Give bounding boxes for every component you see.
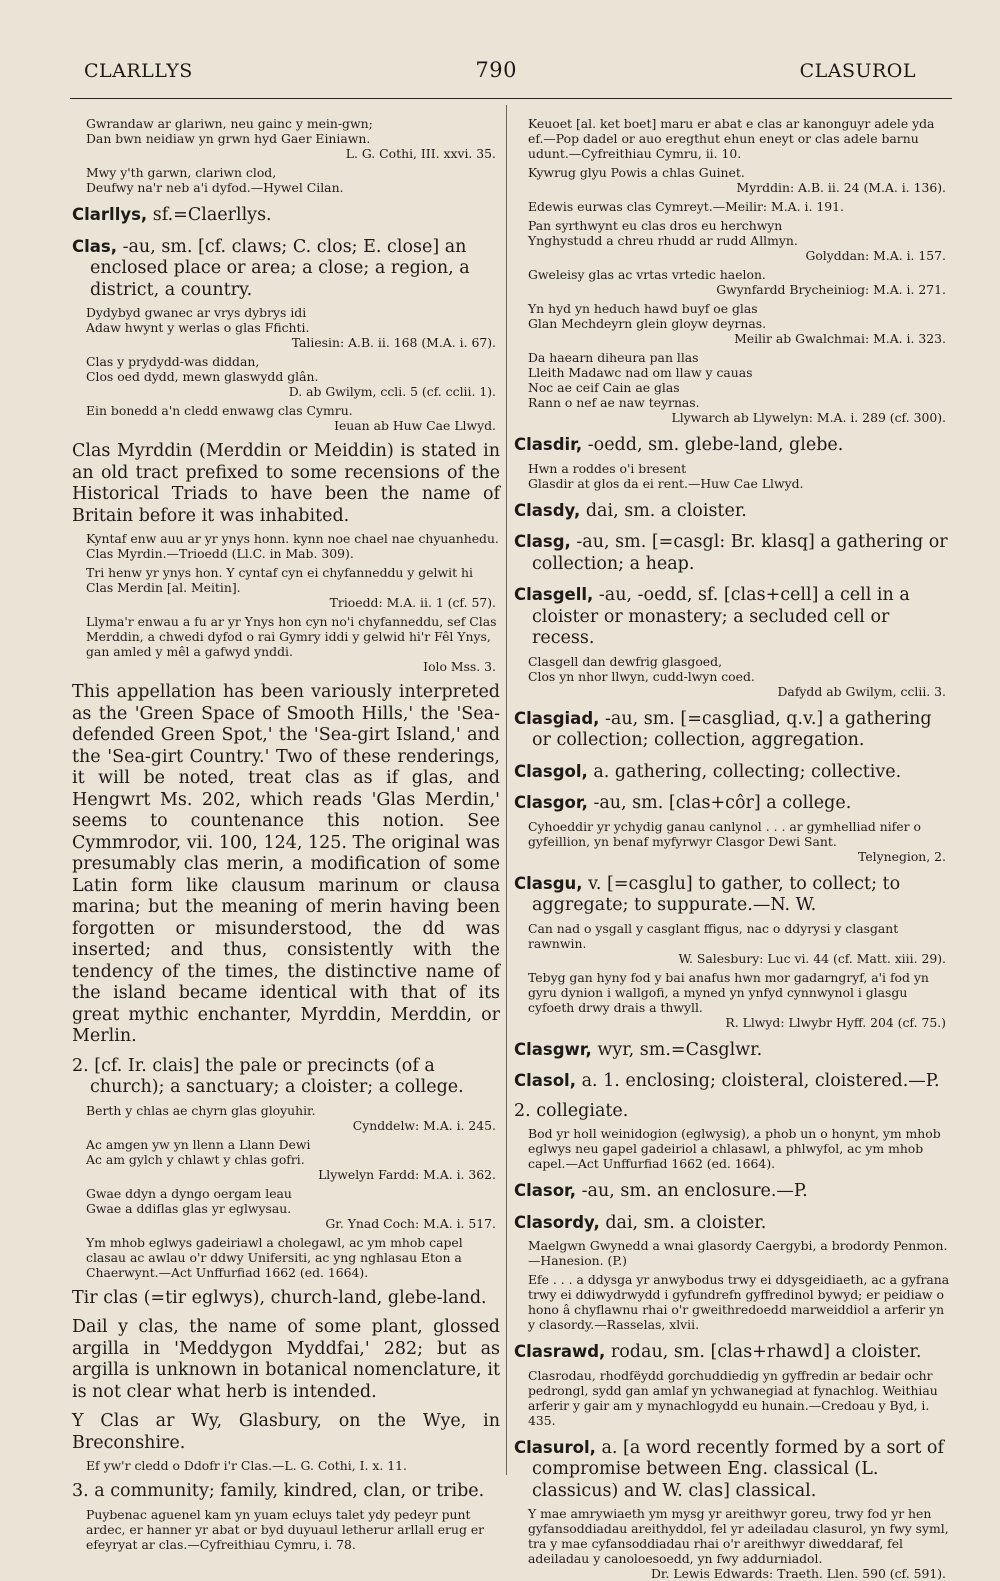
running-head	[84, 58, 916, 82]
dictionary-entry	[514, 1180, 950, 1203]
entry-definition: -au, sm. [=casgl: Br. klasq] a gathering or collection; a heap.	[532, 532, 948, 574]
citation-line: Glasdir at glos da ei rent.—Huw Cae Llwyd.	[528, 475, 804, 491]
dictionary-entry	[514, 708, 950, 752]
citation-source: D. ab Gwilym, ccli. 5 (cf. cclii. 1).	[288, 384, 496, 399]
dictionary-entry	[514, 531, 950, 575]
citation-line: Clos yn nhor llwyn, cudd-lwyn coed.	[528, 668, 755, 684]
numbered-sense: 2. [cf. Ir. clais] the pale or precincts (of a church); a sanctuary; a cloister; a college.	[72, 1055, 464, 1097]
citation-line: Lleith Madawc nad om llaw y cauas	[528, 365, 753, 380]
quotation-source: Dr. Lewis Edwards: Traeth. Llen. 590 (cf. 591).	[650, 1566, 946, 1581]
citation-block	[528, 461, 950, 491]
quotation-block	[86, 1507, 500, 1552]
prose-paragraph: Clas Myrddin (Merddin or Meiddin) is stated in an old tract prefixed to some recensions of the Historical Triads to have been the name of Britain before it was inhabited.	[72, 441, 500, 526]
citation-line: Yn hyd yn heduch hawd buyf oe glas	[528, 301, 758, 316]
quotation-block	[528, 116, 950, 161]
citation-source: Gr. Ynad Coch: M.A. i. 517.	[325, 1215, 496, 1231]
citation-line: Glan Mechdeyrn glein gloyw deyrnas.	[528, 316, 767, 331]
quotation-text: Clasrodau, rhodfëydd gorchuddiedig yn gyffredin ar bedair ochr pedrongl, sydd gan amlaf yn ychwanegiad at fynachlog. Weithiau arferir y gair am y mynachlogydd eu hunain.—Credoau y Byd, i. 435.	[528, 1367, 938, 1428]
quotation-text: Can nad o ysgall y casglant ffigus, nac o ddyrysi y clasgant rawnwin.	[528, 920, 899, 951]
quotation-block	[86, 531, 500, 561]
quotation-text: Puybenac aguenel kam yn yuam ecluys talet ydy pedeyr punt ardec, er hanner yr abat or byd duyuaul letherur arllall erug er efeyryat ar clas.—Cyfreithiau Cymru, i. 78.	[86, 1506, 485, 1552]
citation-block	[528, 350, 950, 425]
dictionary-entry	[514, 873, 950, 917]
headword: Clasol,	[514, 1071, 576, 1090]
citation-line: Adaw hwynt y werlas o glas Ffichti.	[86, 320, 310, 335]
citation-line: Dydybyd gwanec ar vrys dybrys idi	[86, 305, 307, 320]
headword: Clasgu,	[514, 873, 583, 893]
numbered-sense: 2. collegiate.	[514, 1100, 629, 1121]
citation-source: Llywelyn Fardd: M.A. i. 362.	[318, 1166, 496, 1182]
dictionary-entry	[72, 236, 500, 302]
quotation-source: Telynegion, 2.	[858, 848, 946, 864]
quotation-text: Tri henw yr ynys hon. Y cyntaf cyn ei chyfanneddu y gelwit hi Clas Merdin [al. Meitin].	[86, 565, 473, 595]
citation-line: Clos oed dydd, mewn glaswydd glân.	[86, 369, 319, 384]
headword: Clasgell,	[514, 585, 594, 604]
citation-line: Gwae a ddiflas glas yr eglwysau.	[86, 1200, 292, 1216]
citation-line: Gwae ddyn a dyngo oergam leau	[86, 1185, 292, 1201]
quotation-block	[528, 1272, 950, 1332]
prose-paragraph: This appellation has been variously interpreted as the 'Green Space of Smooth Hills,' the 'Sea-defended Green Spot,' the 'Sea-girt Island,' and the 'Sea-girt Country.' Two of these renderings, it will be noted, treat clas as if glas, and Hengwrt Ms. 202, which reads 'Glas Merdin,' seems to countenance this notion. See Cymmrodor, vii. 100, 124, 125. The original was presumably clas merin, a modification of some Latin form like clausum marinum or clausa marina; but the meaning of merin having been forgotten or misunderstood, the dd was inserted; and thus, consistently with the tendency of the times, the distinctive name of the island became identical with that of its great mythic enchanter, Myrddin, Merddin, or Merlin.	[72, 682, 500, 1046]
headword: Clasgor,	[514, 793, 588, 812]
citation-line: Ac am gylch y chlawt y chlas gofri.	[86, 1151, 305, 1167]
quotation-block	[528, 1368, 950, 1428]
quotation-text: Maelgwn Gwynedd a wnai glasordy Caergybi, a brodordy Penmon.—Hanesion. (P.)	[528, 1238, 948, 1268]
dictionary-entry	[514, 1341, 950, 1364]
citation-block	[86, 165, 500, 195]
quotation-block	[528, 1238, 950, 1268]
quotation-source: R. Llwyd: Llwybr Hyff. 204 (cf. 75.)	[725, 1014, 946, 1030]
citation-block	[86, 354, 500, 399]
citation-block	[528, 165, 950, 195]
header-rule	[70, 98, 952, 99]
quotation-text: Tebyg gan hyny fod y bai anafus hwn mor gadarngryf, a'i fod yn gyru dynion i wallgofi, a myned yn ynfyd cynnwynol i glasgu cyfoeth drwy drais a thwyll.	[528, 969, 929, 1015]
quotation-text: Kyntaf enw auu ar yr ynys honn. kynn noe chael nae chyuanhedu. Clas Myrdin.—Trioedd (Ll.C. in Mab. 309).	[86, 531, 499, 561]
entry-definition: a. [a word recently formed by a sort of compromise between Eng. classical (L. classicus) and W. clas] classical.	[532, 1437, 944, 1501]
prose-paragraph: Dail y clas, the name of some plant, glossed argilla in 'Meddygon Myddfai,' 282; but as argilla is unknown in botanical nomenclature, it is not clear what herb is intended.	[72, 1317, 500, 1402]
citation-line: Gweleisy glas ac vrtas vrtedic haelon.	[528, 267, 766, 282]
citation-source: Golyddan: M.A. i. 157.	[805, 248, 946, 263]
citation-source: Dafydd ab Gwilym, cclii. 3.	[777, 683, 946, 699]
numbered-sense: 3. a community; family, kindred, clan, or tribe.	[72, 1481, 485, 1501]
page-number: 790	[475, 58, 517, 82]
citation-line: Edewis eurwas clas Cymreyt.—Meilir: M.A. i. 191.	[528, 199, 844, 214]
dictionary-entry	[514, 1070, 950, 1093]
dictionary-entry	[514, 584, 950, 650]
citation-block	[528, 218, 950, 263]
entry-definition: wyr, sm.=Casglwr.	[597, 1039, 763, 1060]
quotation-text: Llyma'r enwau a fu ar yr Ynys hon cyn no'i chyfanneddu, sef Clas Merddin, a chwedi dyfod o rai Gymry iddi y gelwid hi'r Fêl Ynys, gan amled y mêl a gafwyd ynddi.	[86, 614, 497, 659]
entry-definition: a. gathering, collecting; collective.	[593, 761, 902, 782]
quotation-block	[86, 565, 500, 610]
quotation-block	[528, 1126, 950, 1171]
headword: Clasrawd,	[514, 1342, 606, 1361]
quotation-block	[86, 1235, 500, 1280]
citation-line: Ef yw'r cledd o Ddofr i'r Clas.—L. G. Cothi, I. x. 11.	[86, 1458, 407, 1473]
quotation-source: Trioedd: M.A. ii. 1 (cf. 57).	[329, 595, 496, 610]
entry-definition: a. 1. enclosing; cloisteral, cloistered.—P.	[581, 1071, 940, 1091]
prose-paragraph: Tir clas (=tir eglwys), church-land, glebe-land.	[72, 1287, 487, 1308]
headword: Clasordy,	[514, 1212, 600, 1232]
entry-definition: sf.=Claerllys.	[152, 205, 272, 225]
quotation-source: W. Salesbury: Luc vi. 44 (cf. Matt. xiii. 29).	[678, 950, 946, 966]
quotation-block	[528, 819, 950, 864]
citation-line: Dan bwn neidiaw yn grwn hyd Gaer Einiawn.	[86, 131, 371, 146]
dictionary-entry	[514, 434, 950, 457]
quotation-block	[528, 970, 950, 1030]
citation-line: Deufwy na'r neb a'i dyfod.—Hywel Cilan.	[86, 180, 344, 195]
citation-source: Cynddelw: M.A. i. 245.	[352, 1117, 496, 1133]
entry-definition: -au, sm. [=casgliad, q.v.] a gathering or collection; collection, aggregation.	[532, 708, 932, 750]
citation-block	[86, 305, 500, 350]
citation-block	[86, 116, 500, 161]
headword: Clasurol,	[514, 1437, 596, 1457]
dictionary-entry	[72, 204, 500, 227]
citation-line: Ynghystudd a chreu rhudd ar rudd Allmyn.	[528, 233, 798, 248]
column-divider	[506, 105, 507, 1475]
citation-block	[86, 1103, 500, 1133]
citation-line: Pan syrthwynt eu clas dros eu herchwyn	[528, 218, 783, 233]
quotation-text: Cyhoeddir yr ychydig ganau canlynol . . . ar gymhelliad nifer o gyfeillion, yn benaf myfyrwyr Clasgor Dewi Sant.	[528, 818, 921, 849]
quotation-text: Efe . . . a ddysga yr anwybodus trwy ei ddysgeidiaeth, ac a gyfrana trwy ei ddiwydrwydd i gyfundrefn gyffredinol bywyd; er peidiaw o hono â chyflawnu rhai o'r gweithredoedd marweiddiol a arferir yn y clasordy.—Rasselas, xlvii.	[528, 1272, 950, 1332]
citation-block	[86, 1137, 500, 1182]
citation-line: Clasgell dan dewfrig glasgoed,	[528, 653, 723, 669]
entry-definition: dai, sm. a cloister.	[585, 500, 747, 521]
entry-definition: -au, sm. [cf. claws; C. clos; E. close] an enclosed place or area; a close; a region, a district, a country.	[90, 236, 470, 300]
citation-line: Hwn a roddes o'i bresent	[528, 460, 687, 476]
citation-line: Ein bonedd a'n cledd enwawg clas Cymru.	[86, 403, 353, 418]
entry-definition: dai, sm. a cloister.	[605, 1212, 767, 1233]
citation-line: Gwrandaw ar glariwn, neu gainc y mein-gwn;	[86, 116, 373, 131]
quotation-block	[528, 921, 950, 966]
citation-line: Rann o nef ae naw teyrnas.	[528, 395, 700, 410]
quotation-text: Y mae amrywiaeth ym mysg yr areithwyr goreu, trwy fod yr hen gyfansoddiadau areithyddol, fel yr adeiladau clasurol, yn fwy syml, tra y mae cyfansoddiadau rhai o'r areithwyr diweddaraf, fel adeiladau y canoloesoedd, yn fwy addurniadol.	[528, 1506, 949, 1566]
running-head-left: CLARLLYS	[84, 60, 193, 82]
headword: Clasgol,	[514, 761, 588, 781]
entry-definition: -au, sm. an enclosure.—P.	[581, 1181, 808, 1201]
dictionary-entry	[514, 1437, 950, 1503]
citation-line: Mwy y'th garwn, clariwn clod,	[86, 165, 277, 180]
dictionary-entry	[514, 1212, 950, 1235]
citation-block	[86, 1186, 500, 1231]
citation-source: Llywarch ab Llywelyn: M.A. i. 289 (cf. 300).	[671, 410, 946, 425]
headword: Clas,	[72, 236, 117, 256]
headword: Clarllys,	[72, 205, 148, 224]
dictionary-entry	[514, 792, 950, 815]
dictionary-entry	[514, 500, 950, 523]
headword: Clasdy,	[514, 500, 581, 520]
citation-source: Myrddin: A.B. ii. 24 (M.A. i. 136).	[736, 180, 946, 195]
headword: Clasdir,	[514, 435, 583, 454]
entry-definition: rodau, sm. [clas+rhawd] a cloister.	[610, 1342, 922, 1362]
quotation-block	[528, 1506, 950, 1581]
citation-block	[528, 199, 950, 214]
running-head-right: CLASUROL	[799, 60, 916, 82]
headword: Clasg,	[514, 532, 571, 551]
citation-line: Da haearn diheura pan llas	[528, 350, 699, 365]
citation-block	[86, 1458, 500, 1473]
citation-block	[528, 267, 950, 297]
quotation-source: Iolo Mss. 3.	[423, 659, 496, 674]
prose-paragraph: Y Clas ar Wy, Glasbury, on the Wye, in Breconshire.	[72, 1411, 500, 1453]
citation-block	[528, 301, 950, 346]
entry-definition: -au, sm. [clas+côr] a college.	[593, 793, 852, 813]
headword: Clasgwr,	[514, 1039, 592, 1059]
entry-definition: v. [=casglu] to gather, to collect; to aggregate; to suppurate.—N. W.	[532, 873, 901, 915]
headword: Clasgiad,	[514, 708, 600, 728]
citation-source: Ieuan ab Huw Cae Llwyd.	[334, 418, 496, 433]
citation-block	[86, 403, 500, 433]
citation-line: Kywrug glyu Powis a chlas Guinet.	[528, 165, 745, 180]
citation-source: L. G. Cothi, III. xxvi. 35.	[345, 146, 496, 161]
entry-definition: -oedd, sm. glebe-land, glebe.	[587, 435, 844, 455]
entry-definition: -au, -oedd, sf. [clas+cell] a cell in a cloister or monastery; a secluded cell or recess.	[532, 585, 910, 648]
citation-line: Ac amgen yw yn llenn a Llann Dewi	[86, 1136, 311, 1152]
citation-line: Berth y chlas ae chyrn glas gloyuhir.	[86, 1102, 316, 1118]
left-column	[72, 112, 500, 1552]
citation-line: Noc ae ceif Cain ae glas	[528, 380, 680, 395]
citation-source: Gwynfardd Brycheiniog: M.A. i. 271.	[716, 282, 946, 297]
right-column	[514, 112, 950, 1581]
quotation-text: Ym mhob eglwys gadeiriawl a cholegawl, ac ym mhob capel clasau ac awlau o'r ddwy Unifersiti, ac yng nghlasau Eton a Chaerwynt.—Act Unffurfiad 1662 (ed. 1664).	[86, 1234, 463, 1280]
dictionary-entry	[514, 761, 950, 784]
quotation-block	[86, 614, 500, 674]
quotation-text: Keuoet [al. ket boet] maru er abat e clas ar kanonguyr adele yda ef.—Pop dadel or auo eregthut ehun eneyt or clas adele barnu udunt.—Cyfreithiau Cymru, ii. 10.	[528, 116, 935, 161]
citation-line: Clas y prydydd-was diddan,	[86, 354, 260, 369]
citation-block	[528, 654, 950, 699]
headword: Clasor,	[514, 1181, 577, 1200]
citation-source: Taliesin: A.B. ii. 168 (M.A. i. 67).	[291, 335, 496, 350]
citation-source: Meilir ab Gwalchmai: M.A. i. 323.	[734, 331, 946, 346]
dictionary-entry	[514, 1039, 950, 1062]
quotation-text: Bod yr holl weinidogion (eglwysig), a phob un o honynt, ym mhob eglwys neu gapel gadeiriol a chlasawl, a phlwyfol, ac ym mhob capel.—Act Unffurfiad 1662 (ed. 1664).	[528, 1126, 941, 1171]
